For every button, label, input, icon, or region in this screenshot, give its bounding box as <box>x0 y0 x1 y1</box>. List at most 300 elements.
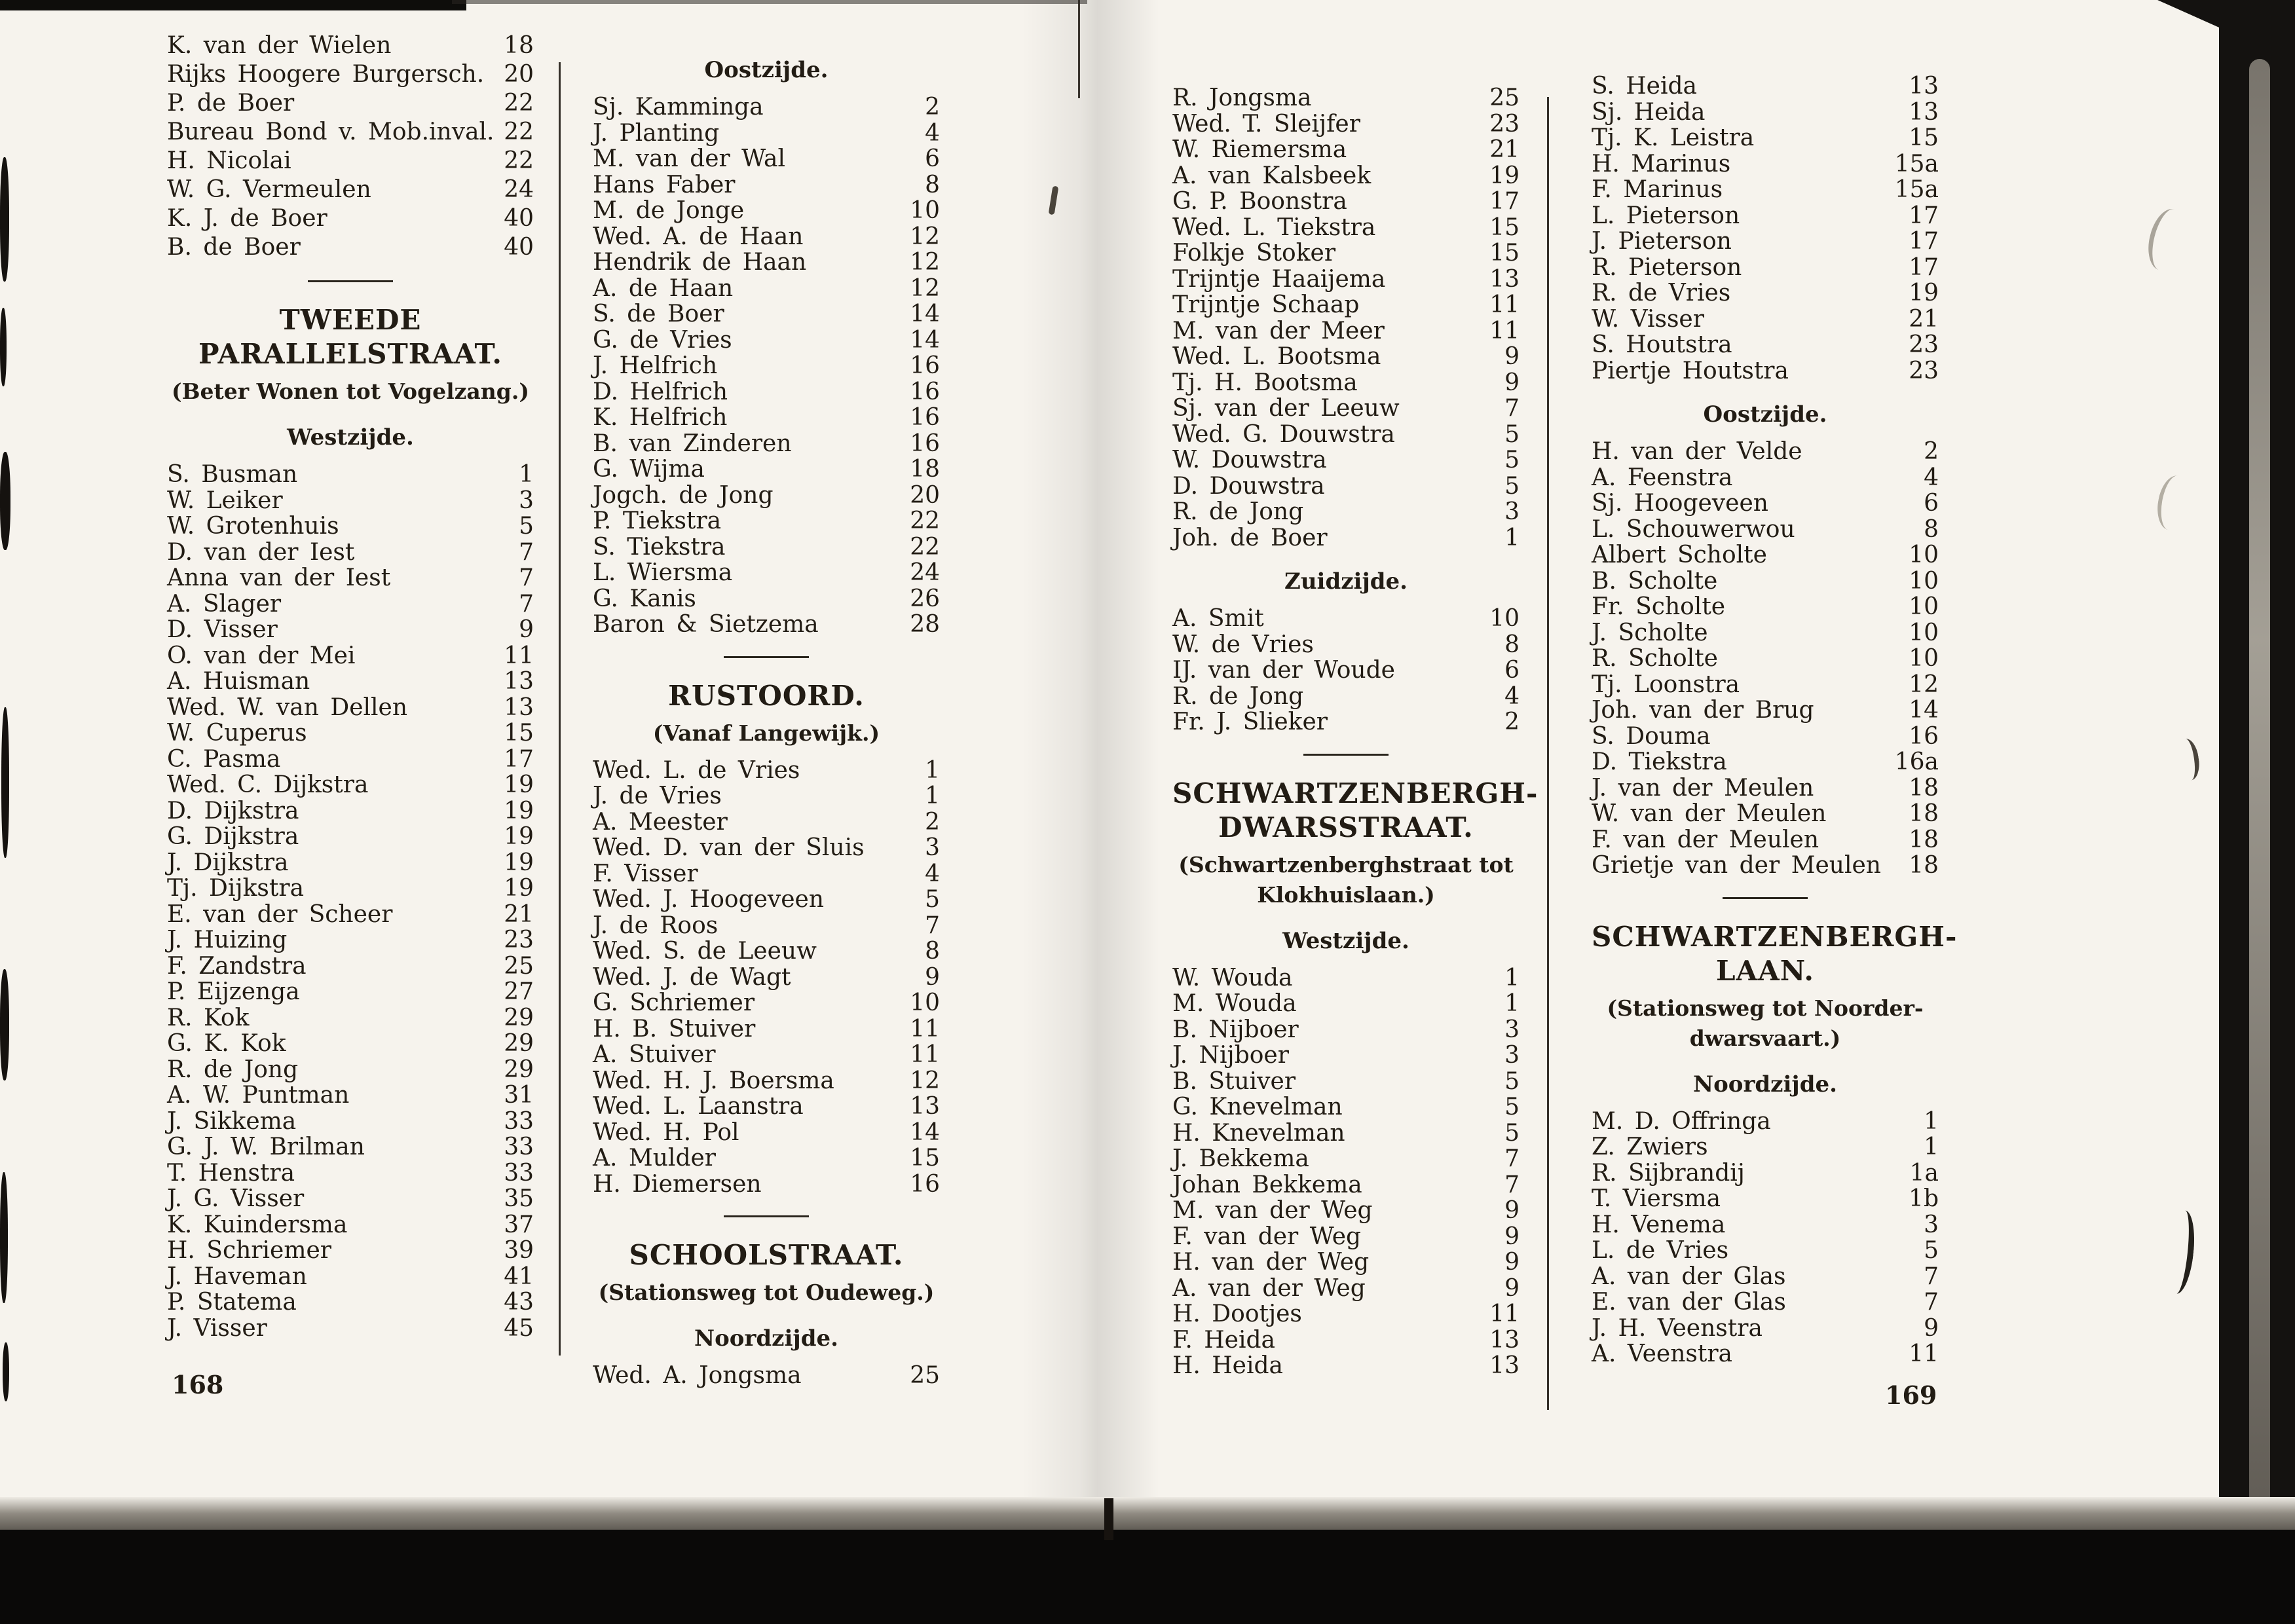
directory-entry <box>1172 318 1520 344</box>
house-number: 17 <box>504 745 534 773</box>
directory-entry <box>167 1212 534 1238</box>
scan-edge-top <box>0 0 466 10</box>
resident-name: Sj. Hoogeveen <box>1592 490 1768 517</box>
resident-name: K. Helfrich <box>593 404 728 431</box>
directory-entry <box>1172 1301 1520 1327</box>
house-number: 14 <box>910 301 940 327</box>
entry-list <box>1592 73 1939 384</box>
resident-name: Sj. Heida <box>1592 98 1706 126</box>
page-curl-mark <box>2142 205 2192 274</box>
directory-entry <box>167 902 534 928</box>
directory-entry <box>167 204 534 233</box>
entry-list <box>1172 965 1520 1379</box>
resident-name: Trijntje Haaijema <box>1172 265 1386 293</box>
directory-entry <box>1172 499 1520 525</box>
house-number: 17 <box>1489 188 1520 215</box>
directory-entry <box>1592 724 1939 750</box>
directory-entry <box>593 612 940 638</box>
house-number: 19 <box>1489 162 1520 189</box>
directory-entry <box>167 1289 534 1316</box>
house-number: 16a <box>1894 748 1939 775</box>
house-number: 19 <box>504 875 534 902</box>
scan-edge-top-faint <box>452 0 1087 4</box>
directory-entry <box>1172 632 1520 658</box>
resident-name: O. van der Mei <box>167 642 356 669</box>
house-number: 7 <box>925 912 940 939</box>
house-number: 39 <box>504 1237 534 1264</box>
directory-entry <box>1172 85 1520 111</box>
house-number: 33 <box>504 1134 534 1160</box>
house-number: 5 <box>1504 1094 1520 1120</box>
heading-line: Klokhuislaan.) <box>1257 881 1435 908</box>
heading-line: SCHWARTZENBERGH- <box>1172 777 1539 809</box>
resident-name: R. de Jong <box>1172 498 1304 525</box>
house-number: 15 <box>1489 213 1520 241</box>
directory-entry <box>1172 684 1520 710</box>
resident-name: R. de Jong <box>167 1056 299 1083</box>
resident-name: P. Statema <box>167 1289 297 1316</box>
resident-name: Anna van der Iest <box>167 564 391 591</box>
page-curl-mark <box>2154 473 2193 533</box>
house-number: 3 <box>1504 1042 1520 1069</box>
resident-name: Wed. H. Pol <box>593 1118 739 1146</box>
directory-entry <box>1592 439 1939 465</box>
resident-name: A. van der Glas <box>1592 1263 1786 1290</box>
page-edge-highlight <box>2249 59 2270 1513</box>
house-number: 19 <box>504 849 534 876</box>
directory-entry <box>1592 306 1939 333</box>
resident-name: W. Riemersma <box>1172 136 1347 163</box>
house-number: 1 <box>1504 524 1520 551</box>
directory-entry <box>1592 1212 1939 1238</box>
column-divider-line <box>1547 97 1549 1410</box>
page-number-right: 169 <box>1885 1380 1937 1410</box>
house-number: 6 <box>1924 490 1939 517</box>
directory-entry <box>593 276 940 302</box>
resident-name: W. Wouda <box>1172 964 1293 991</box>
resident-name: R. Jongsma <box>1172 84 1312 111</box>
house-number: 25 <box>1489 84 1520 111</box>
house-number: 1 <box>1924 1107 1939 1135</box>
resident-name: J. Helfrich <box>593 352 718 379</box>
resident-name: M. de Jonge <box>593 197 745 224</box>
house-number: 11 <box>1909 1340 1939 1367</box>
resident-name: Trijntje Schaap <box>1172 291 1360 318</box>
resident-name: W. Douwstra <box>1172 447 1327 473</box>
resident-name: M. D. Offringa <box>1592 1107 1771 1135</box>
resident-name: Fr. Scholte <box>1592 593 1726 620</box>
directory-entry <box>593 120 940 147</box>
house-number: 14 <box>910 326 940 354</box>
scan-edge-blotch <box>1 707 9 858</box>
resident-name: J. van der Meulen <box>1592 774 1814 802</box>
resident-name: Wed. W. van Dellen <box>167 693 408 721</box>
resident-name: Wed. A. de Haan <box>593 223 804 250</box>
house-number: 23 <box>1909 357 1939 384</box>
house-number: 45 <box>504 1314 534 1342</box>
house-number: 13 <box>1489 1352 1520 1379</box>
house-number: 5 <box>1504 472 1520 500</box>
resident-name: L. Schouwerwou <box>1592 515 1795 543</box>
resident-name: S. Douma <box>1592 722 1711 750</box>
resident-name: B. de Boer <box>167 234 301 261</box>
directory-entry <box>1172 163 1520 189</box>
directory-entry <box>593 835 940 861</box>
house-number: 20 <box>504 61 534 88</box>
resident-name: D. Helfrich <box>593 378 728 405</box>
heading-line: PARALLELSTRAAT. <box>198 338 503 370</box>
resident-name: Baron & Sietzema <box>593 611 819 638</box>
directory-entry <box>1592 1109 1939 1135</box>
directory-entry <box>167 643 534 669</box>
house-number: 18 <box>504 32 534 59</box>
house-number: 8 <box>1924 515 1939 543</box>
house-number: 7 <box>519 590 534 618</box>
resident-name: E. van der Scheer <box>167 900 393 928</box>
house-number: 3 <box>1504 498 1520 525</box>
directory-entry <box>593 1016 940 1043</box>
house-number: 1 <box>1504 964 1520 991</box>
heading-line: RUSTOORD. <box>668 679 865 712</box>
house-number: 13 <box>1909 98 1939 126</box>
resident-name: Wed. H. J. Boersma <box>593 1067 834 1094</box>
heading-line: Westzijde. <box>1282 927 1409 954</box>
section-divider <box>593 656 940 658</box>
directory-entry <box>167 772 534 798</box>
entry-list <box>1172 85 1520 551</box>
directory-entry <box>1172 1198 1520 1224</box>
resident-name: R. Scholte <box>1592 645 1718 672</box>
house-number: 12 <box>910 223 940 250</box>
resident-name: R. Pieterson <box>1592 253 1742 281</box>
entry-list <box>1592 439 1939 879</box>
resident-name: K. J. de Boer <box>167 205 327 232</box>
house-number: 13 <box>1909 73 1939 100</box>
house-number: 22 <box>910 507 940 534</box>
directory-entry <box>1592 177 1939 203</box>
directory-entry <box>593 887 940 913</box>
resident-name: J. Dijkstra <box>167 849 289 876</box>
directory-entry <box>1592 853 1939 879</box>
directory-entry <box>1592 1341 1939 1367</box>
directory-entry <box>167 1057 534 1083</box>
directory-entry <box>593 990 940 1016</box>
directory-entry <box>167 488 534 514</box>
house-number: 10 <box>1489 605 1520 632</box>
house-number: 29 <box>504 1004 534 1031</box>
entry-list <box>167 462 534 1341</box>
resident-name: Piertje Houtstra <box>1592 357 1789 384</box>
house-number: 18 <box>1909 852 1939 879</box>
house-number: 15 <box>1909 124 1939 151</box>
directory-entry <box>593 379 940 405</box>
directory-entry <box>167 1082 534 1109</box>
directory-column-1 <box>167 0 534 1341</box>
directory-entry <box>167 876 534 902</box>
resident-name: A. Stuiver <box>593 1041 716 1068</box>
resident-name: W. Visser <box>1592 305 1704 333</box>
resident-name: G. Dijkstra <box>167 823 299 850</box>
heading-line: TWEEDE <box>279 304 422 336</box>
resident-name: H. Venema <box>1592 1211 1726 1238</box>
house-number: 7 <box>1504 1145 1520 1172</box>
resident-name: Wed. A. Jongsma <box>593 1362 802 1389</box>
directory-entry <box>167 540 534 566</box>
directory-column-4 <box>1592 0 1958 1367</box>
resident-name: R. Sijbrandij <box>1592 1159 1745 1187</box>
directory-entry <box>1592 749 1939 775</box>
book-gutter-crease <box>1078 0 1080 98</box>
directory-entry <box>167 927 534 953</box>
resident-name: H. Heida <box>1172 1352 1284 1379</box>
section-divider <box>1172 754 1520 756</box>
street-side-heading <box>1592 399 1939 430</box>
house-number: 29 <box>504 1030 534 1057</box>
resident-name: W. de Vries <box>1172 631 1314 658</box>
house-number: 23 <box>1909 331 1939 358</box>
directory-entry <box>593 224 940 250</box>
directory-entry <box>593 586 940 612</box>
house-number: 9 <box>1924 1314 1939 1342</box>
house-number: 21 <box>1909 305 1939 333</box>
heading-line: SCHOOLSTRAAT. <box>629 1239 904 1271</box>
directory-entry <box>167 462 534 488</box>
resident-name: G. P. Boonstra <box>1172 188 1347 215</box>
resident-name: F. Visser <box>593 860 698 887</box>
street-name-heading <box>1172 777 1539 845</box>
house-number: 5 <box>1504 420 1520 448</box>
house-number: 11 <box>1489 1301 1520 1327</box>
house-number: 7 <box>1924 1263 1939 1290</box>
resident-name: G. Kanis <box>593 585 696 612</box>
house-number: 8 <box>1504 631 1520 658</box>
scan-bottom-shadow <box>0 1497 2295 1534</box>
directory-entry <box>167 1186 534 1212</box>
divider-line <box>1723 897 1808 899</box>
resident-name: W. Leiker <box>167 487 283 514</box>
house-number: 16 <box>1909 722 1939 750</box>
resident-name: Albert Scholte <box>1592 542 1767 568</box>
directory-entry <box>593 94 940 120</box>
house-number: 15 <box>1489 240 1520 267</box>
street-range-subheading <box>593 1278 940 1308</box>
house-number: 2 <box>1504 709 1520 735</box>
resident-name: J. Sikkema <box>167 1107 297 1135</box>
house-number: 1 <box>1504 990 1520 1017</box>
directory-entry <box>167 979 534 1005</box>
heading-line: Oostzijde. <box>704 57 829 83</box>
resident-name: F. Zandstra <box>167 952 307 980</box>
resident-name: Johan Bekkema <box>1172 1171 1362 1198</box>
resident-name: Rijks Hoogere Burgersch. <box>167 61 485 88</box>
heading-line: LAAN. <box>1715 954 1815 987</box>
directory-entry <box>1172 447 1520 473</box>
resident-name: Sj. Kamminga <box>593 94 764 120</box>
house-number: 15 <box>504 720 534 747</box>
resident-name: P. Tiekstra <box>593 507 722 534</box>
heading-line: Noordzijde. <box>694 1325 838 1352</box>
resident-name: H. Dootjes <box>1172 1301 1302 1327</box>
house-number: 2 <box>925 94 940 120</box>
directory-column-2 <box>593 0 940 1389</box>
street-range-subheading <box>167 377 534 407</box>
street-side-heading <box>1172 926 1520 956</box>
directory-entry <box>1592 620 1939 646</box>
directory-entry <box>593 483 940 509</box>
house-number: 5 <box>925 886 940 913</box>
house-number: 7 <box>1504 1171 1520 1198</box>
entry-list <box>593 1363 940 1389</box>
heading-line: (Schwartzenberghstraat tot <box>1178 851 1514 877</box>
directory-entry <box>1592 332 1939 358</box>
resident-name: S. de Boer <box>593 301 724 327</box>
resident-name: Joh. van der Brug <box>1592 697 1814 724</box>
resident-name: H. Diemersen <box>593 1170 762 1198</box>
directory-entry <box>1172 965 1520 991</box>
directory-entry <box>1592 125 1939 151</box>
directory-entry <box>1592 151 1939 177</box>
resident-name: E. van der Glas <box>1592 1289 1786 1316</box>
resident-name: T. Viersma <box>1592 1185 1721 1212</box>
directory-entry <box>593 913 940 939</box>
resident-name: Wed. L. Tiekstra <box>1172 213 1376 241</box>
house-number: 11 <box>504 642 534 669</box>
resident-name: H. van der Velde <box>1592 438 1802 465</box>
directory-entry <box>1172 1043 1520 1069</box>
resident-name: M. Wouda <box>1172 990 1297 1017</box>
house-number: 11 <box>910 1041 940 1068</box>
directory-entry <box>1172 1276 1520 1302</box>
directory-entry <box>593 456 940 483</box>
street-side-heading <box>1172 566 1520 597</box>
directory-entry <box>1592 229 1939 255</box>
resident-name: S. Houtstra <box>1592 331 1732 358</box>
house-number: 20 <box>910 481 940 509</box>
resident-name: A. van der Weg <box>1172 1274 1366 1302</box>
scan-bottom-edge <box>0 1530 2295 1624</box>
street-name-heading <box>593 1238 940 1272</box>
resident-name: H. Knevelman <box>1172 1119 1345 1147</box>
house-number: 37 <box>504 1211 534 1238</box>
house-number: 8 <box>925 938 940 965</box>
house-number: 33 <box>504 1107 534 1135</box>
house-number: 13 <box>1489 1326 1520 1354</box>
house-number: 14 <box>1909 697 1939 724</box>
resident-name: A. Meester <box>593 808 728 836</box>
directory-entry <box>167 31 534 60</box>
directory-entry <box>1172 606 1520 632</box>
heading-line: (Beter Wonen tot Vogelzang.) <box>172 378 529 404</box>
directory-entry <box>593 1120 940 1146</box>
directory-entry <box>593 809 940 836</box>
directory-entry <box>1592 490 1939 517</box>
house-number: 22 <box>504 90 534 117</box>
entry-list <box>593 94 940 638</box>
directory-entry <box>167 89 534 118</box>
house-number: 13 <box>910 1093 940 1120</box>
house-number: 12 <box>910 274 940 302</box>
house-number: 10 <box>910 197 940 224</box>
house-number: 15 <box>910 1145 940 1172</box>
directory-entry <box>1172 1017 1520 1043</box>
house-number: 28 <box>910 611 940 638</box>
entry-list <box>1172 606 1520 735</box>
resident-name: G. de Vries <box>593 326 732 354</box>
house-number: 24 <box>910 559 940 586</box>
resident-name: A. W. Puntman <box>167 1082 350 1109</box>
house-number: 15a <box>1894 176 1939 203</box>
resident-name: F. van der Weg <box>1172 1223 1362 1250</box>
house-number: 26 <box>910 585 940 612</box>
directory-entry <box>1592 1238 1939 1264</box>
house-number: 3 <box>519 487 534 514</box>
directory-entry <box>1172 1327 1520 1354</box>
house-number: 13 <box>1489 265 1520 293</box>
house-number: 1a <box>1909 1159 1939 1187</box>
resident-name: F. Marinus <box>1592 176 1723 203</box>
directory-entry <box>1592 697 1939 724</box>
resident-name: K. van der Wielen <box>167 32 392 59</box>
house-number: 19 <box>504 771 534 798</box>
house-number: 29 <box>504 1056 534 1083</box>
resident-name: W. G. Vermeulen <box>167 176 371 203</box>
house-number: 22 <box>910 533 940 561</box>
house-number: 1 <box>1924 1134 1939 1160</box>
house-number: 18 <box>910 456 940 483</box>
directory-entry <box>167 1316 534 1342</box>
resident-name: B. Stuiver <box>1172 1067 1296 1095</box>
house-number: 1 <box>925 756 940 784</box>
house-number: 5 <box>519 513 534 540</box>
resident-name: B. van Zinderen <box>593 430 792 457</box>
resident-name: Wed. T. Sleijfer <box>1172 110 1360 138</box>
resident-name: D. Tiekstra <box>1592 748 1727 775</box>
directory-entry <box>593 1094 940 1120</box>
resident-name: P. de Boer <box>167 90 295 117</box>
resident-name: J. Nijboer <box>1172 1042 1289 1069</box>
directory-entry <box>167 798 534 824</box>
house-number: 25 <box>504 952 534 980</box>
entry-list <box>593 758 940 1198</box>
house-number: 43 <box>504 1289 534 1316</box>
house-number: 24 <box>504 176 534 203</box>
resident-name: D. Dijkstra <box>167 797 299 824</box>
directory-entry <box>1592 1264 1939 1290</box>
directory-entry <box>1592 542 1939 568</box>
street-range-subheading <box>1172 850 1520 910</box>
resident-name: Hendrik de Haan <box>593 249 807 276</box>
resident-name: A. de Haan <box>593 274 734 302</box>
house-number: 16 <box>910 404 940 431</box>
scan-edge-blotch <box>3 1342 9 1401</box>
resident-name: A. Slager <box>167 590 282 618</box>
directory-entry <box>1592 646 1939 672</box>
directory-entry <box>1172 525 1520 551</box>
house-number: 5 <box>1504 447 1520 473</box>
directory-entry <box>593 1172 940 1198</box>
directory-entry <box>1172 267 1520 293</box>
resident-name: W. Cuperus <box>167 720 307 747</box>
house-number: 41 <box>504 1263 534 1290</box>
directory-entry <box>167 118 534 147</box>
directory-entry <box>167 513 534 540</box>
directory-entry <box>1592 775 1939 802</box>
directory-entry <box>1172 111 1520 138</box>
directory-entry <box>167 233 534 262</box>
directory-entry <box>1592 672 1939 698</box>
directory-entry <box>593 301 940 327</box>
directory-entry <box>1172 1120 1520 1147</box>
